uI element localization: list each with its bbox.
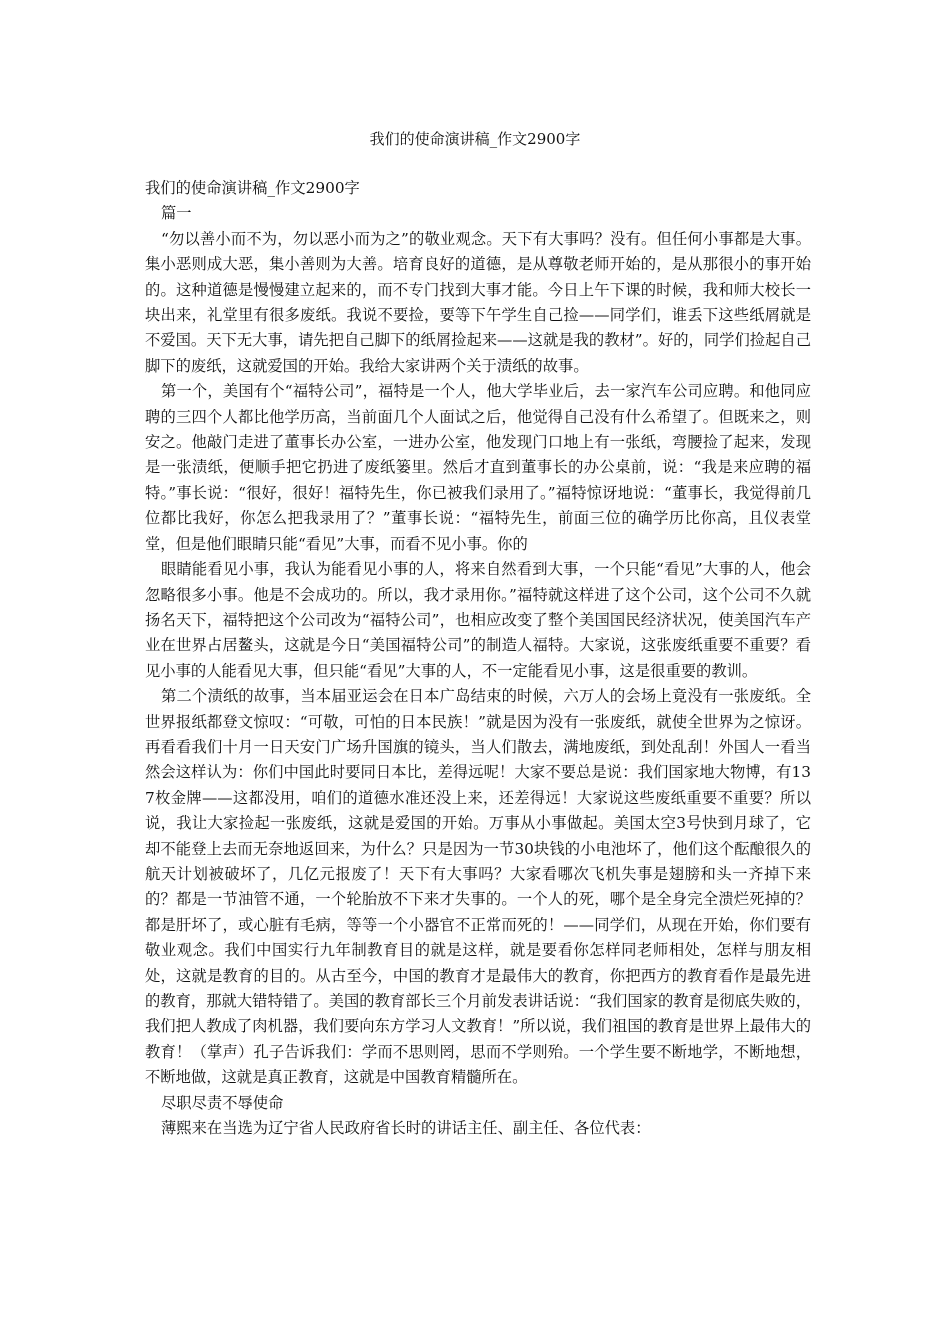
subheading: 尽职尽责不辱使命	[161, 1093, 284, 1112]
document-title: 我们的使命演讲稿_作文2900字	[369, 130, 581, 148]
paragraph-2: 第一个，美国有个“福特公司”，福特是一个人，他大学毕业后，去一家汽车公司应聘。和他同应聘的三四个人都比他学历高，当前面几个人面试之后，他觉得自己没有什么希望了。但既来之，则安之。他敲门走进了董事长办公室，一进办公室，他发现门口地上有一张纸，弯腰捡了起来，发现是一张渍纸，便顺手把它扔进了废纸篓里。然后才直到董事长的办公桌前，说：“我是来应聘的福特。”事长说：“很好，很好！福特先生，你已被我们录用了。”福特惊讶地说：“董事长，我觉得前几位都比我好，你怎么把我录用了？”董事长说：“福特先生，前面三位的确学历比你高，且仪表堂堂，但是他们眼睛只能“看见”大事，而看不见小事。你的	[145, 382, 811, 553]
body-heading: 我们的使命演讲稿_作文2900字	[145, 179, 360, 197]
paragraph-1: “勿以善小而不为，勿以恶小而为之”的敬业观念。天下有大事吗？没有。但任何小事都是大事。集小恶则成大恶，集小善则为大善。培育良好的道德，是从尊敬老师开始的，是从那很小的事开始的。这种道德是慢慢建立起来的，而不专门找到大事才能。今日上午下课的时候，我和师大校长一块出来，礼堂里有很多废纸。我说不要捡，要等下午学生自己捡——同学们，谁丢下这些纸屑就是不爱国。天下无大事，请先把自己脚下的纸屑捡起来——这就是我的教材”。好的，同学们捡起自己脚下的废纸，这就爱国的开始。我给大家讲两个关于渍纸的故事。	[145, 229, 811, 375]
paragraph-3: 眼睛能看见小事，我认为能看见小事的人，将来自然看到大事，一个只能“看见”大事的人，他会忽略很多小事。他是不会成功的。所以，我才录用你。”福特就这样进了这个公司，这个公司不久就扬名天下，福特把这个公司改为“福特公司”，也相应改变了整个美国国民经济状况，使美国汽车产业在世界占居鳌头，这就是今日“美国福特公司”的制造人福特。大家说，这张废纸重要不重要？看见小事的人能看见大事，但只能“看见”大事的人，不一定能看见小事，这是很重要的教训。	[145, 560, 811, 680]
closing-line: 薄熙来在当选为辽宁省人民政府省长时的讲话主任、副主任、各位代表：	[161, 1119, 651, 1138]
document-body	[145, 176, 811, 1141]
section-label: 篇一	[161, 204, 192, 223]
paragraph-4: 第二个渍纸的故事，当本届亚运会在日本广岛结束的时候，六万人的会场上竟没有一张废纸。全世界报纸都登文惊叹：“可敬，可怕的日本民族！”就是因为没有一张废纸，就使全世界为之惊讶。再看看我们十月一日天安门广场升国旗的镜头，当人们散去，满地废纸，到处乱刮！外国人一看当然会这样认为：你们中国此时要同日本比，差得远呢！大家不要总是说：我们国家地大物博，有137枚金牌——这都没用，咱们的道德水准还没上来，还差得远！大家说这些废纸重要不重要？所以说，我让大家捡起一张废纸，这就是爱国的开始。万事从小事做起。美国太空3号快到月球了，它却不能登上去而无奈地返回来，为什么？只是因为一节30块钱的小电池坏了，他们这个酝酿很久的航天计划被破坏了，几亿元报废了！天下有大事吗？大家看哪次飞机失事是翅膀和头一齐掉下来的？都是一节油管不通，一个轮胎放不下来才失事的。一个人的死，哪个是全身完全溃烂死掉的？都是肝坏了，或心脏有毛病，等等一个小器官不正常而死的！——同学们，从现在开始，你们要有敬业观念。我们中国实行九年制教育目的就是这样，就是要看你怎样同老师相处，怎样与朋友相处，这就是教育的目的。从古至今，中国的教育才是最伟大的教育，你把西方的教育看作是最先进的教育，那就大错特错了。美国的教育部长三个月前发表讲话说：“我们国家的教育是彻底失败的，我们把人教成了肉机器，我们要向东方学习人文教育！”所以说，我们祖国的教育是世界上最伟大的教育！（掌声）孔子告诉我们：学而不思则罔，思而不学则殆。一个学生要不断地学，不断地想，不断地做，这就是真正教育，这就是中国教育精髓所在。	[145, 687, 811, 1087]
